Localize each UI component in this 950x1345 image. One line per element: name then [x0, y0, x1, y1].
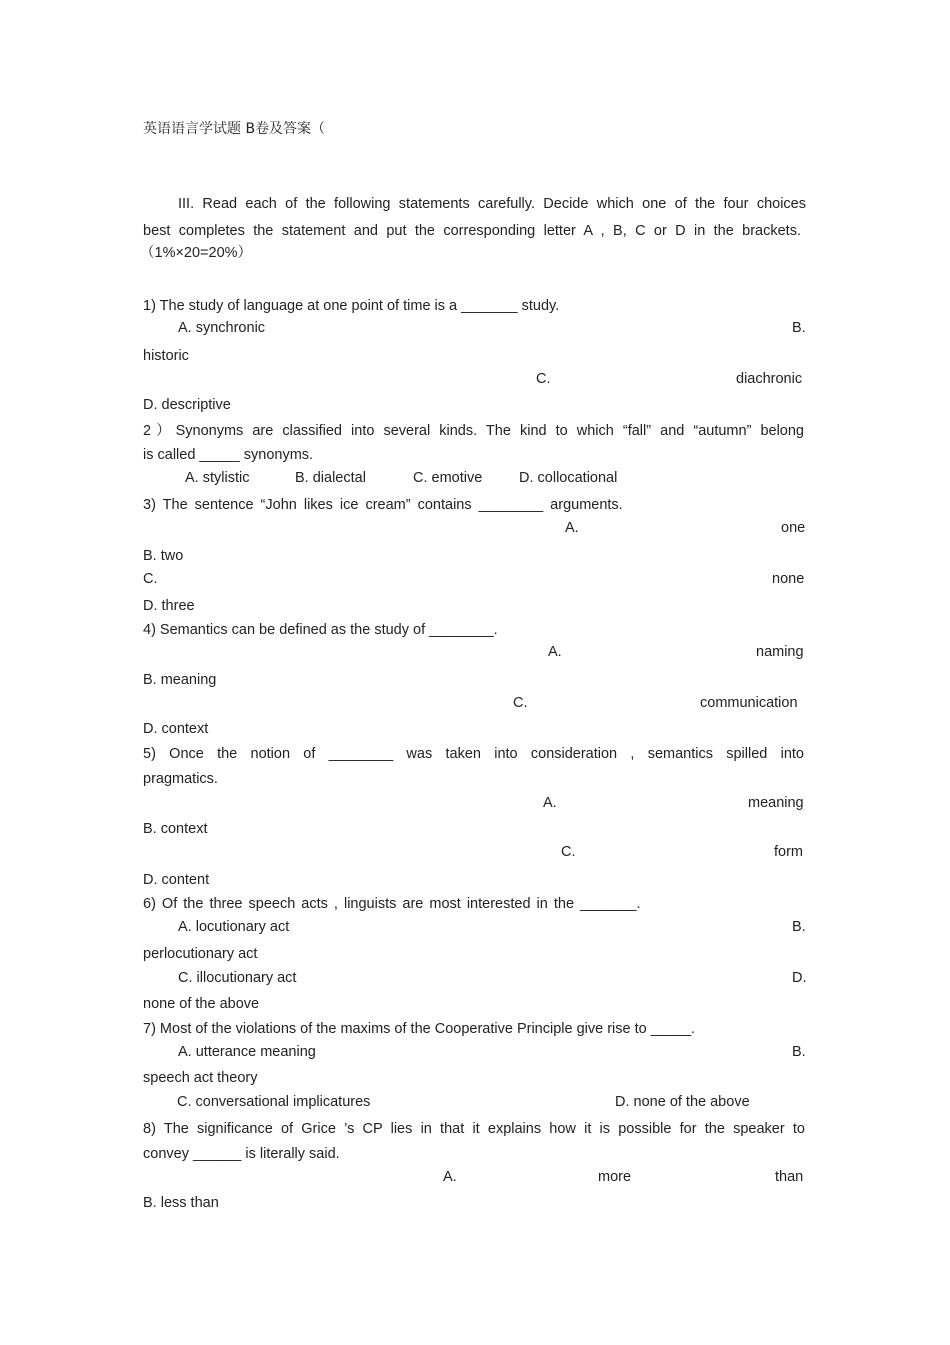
question-2-option-b: B. dialectal: [295, 470, 366, 486]
question-2-stem-line-1: 2）Synonyms are classified into several kinds. The kind to which “fall” and “autumn” belong: [143, 423, 804, 439]
question-6-option-d-text: none of the above: [143, 996, 260, 1012]
question-5-option-c-letter: C.: [561, 844, 576, 860]
question-5-option-b: B. context: [143, 821, 208, 837]
question-8-option-b: B. less than: [143, 1195, 219, 1211]
question-4-option-c-letter: C.: [513, 695, 528, 711]
question-8-option-a-letter: A.: [443, 1169, 457, 1185]
question-7-option-b-letter: B.: [792, 1044, 806, 1060]
question-4-option-a-letter: A.: [548, 644, 562, 660]
question-3-option-c-letter: C.: [143, 571, 158, 587]
question-5-option-a-letter: A.: [543, 795, 557, 811]
page-title: 英语语言学试题 B卷及答案（: [143, 121, 326, 137]
question-8-option-a-end: than: [775, 1169, 804, 1185]
instructions-line-3: （1%×20=20%）: [140, 245, 253, 261]
question-4-option-c-text: communication: [700, 695, 798, 711]
question-5-stem-line-1: 5) Once the notion of ________ was taken into consideration , semantics spilled into: [143, 746, 804, 762]
question-2-stem-line-2: is called _____ synonyms.: [143, 447, 314, 463]
question-4-option-a-text: naming: [756, 644, 804, 660]
question-2-option-d: D. collocational: [519, 470, 618, 486]
question-7-stem: 7) Most of the violations of the maxims of the Cooperative Principle give rise to _____.: [143, 1021, 696, 1037]
question-1-option-c-letter: C.: [536, 371, 551, 387]
question-3-option-b: B. two: [143, 548, 184, 564]
question-5-option-a-text: meaning: [748, 795, 804, 811]
question-1-option-a: A. synchronic: [178, 320, 266, 336]
question-6-option-a: A. locutionary act: [178, 919, 290, 935]
question-2-option-a: A. stylistic: [185, 470, 250, 486]
question-6-option-b-text: perlocutionary act: [143, 946, 258, 962]
question-8-option-a-mid: more: [598, 1169, 632, 1185]
question-7-option-b-text: speech act theory: [143, 1070, 258, 1086]
question-3-stem: 3) The sentence “John likes ice cream” contains ________ arguments.: [143, 497, 623, 513]
instructions-line-2: best completes the statement and put the corresponding letter A , B, C or D in the brackets.: [143, 223, 801, 239]
question-4-stem: 4) Semantics can be defined as the study of ________.: [143, 622, 498, 638]
question-3-option-d: D. three: [143, 598, 195, 614]
question-8-stem-line-2: convey ______ is literally said.: [143, 1146, 340, 1162]
question-4-option-d: D. context: [143, 721, 209, 737]
question-2-option-c: C. emotive: [413, 470, 483, 486]
question-5-option-d: D. content: [143, 872, 210, 888]
instructions-line-1: III. Read each of the following statements carefully. Decide which one of the four choices: [178, 196, 806, 212]
question-1-stem: 1) The study of language at one point of time is a _______ study.: [143, 298, 560, 314]
question-6-option-b-letter: B.: [792, 919, 806, 935]
question-7-option-d: D. none of the above: [615, 1094, 750, 1110]
question-5-stem-line-2: pragmatics.: [143, 771, 218, 787]
question-3-option-c-text: none: [772, 571, 805, 587]
question-1-option-b-text: historic: [143, 348, 189, 364]
question-1-option-b-letter: B.: [792, 320, 806, 336]
question-4-option-b: B. meaning: [143, 672, 217, 688]
question-6-option-c: C. illocutionary act: [178, 970, 297, 986]
question-3-option-a-letter: A.: [565, 520, 579, 536]
question-5-option-c-text: form: [774, 844, 803, 860]
question-8-stem-line-1: 8) The significance of Grice ’s CP lies in that it explains how it is possible for the speaker to: [143, 1121, 805, 1137]
question-1-option-c-text: diachronic: [736, 371, 803, 387]
question-7-option-c: C. conversational implicatures: [177, 1094, 371, 1110]
question-6-stem: 6) Of the three speech acts , linguists are most interested in the _______.: [143, 896, 641, 912]
question-6-option-d-letter: D.: [792, 970, 807, 986]
question-7-option-a: A. utterance meaning: [178, 1044, 316, 1060]
question-1-option-d: D. descriptive: [143, 397, 231, 413]
question-3-option-a-text: one: [781, 520, 806, 536]
